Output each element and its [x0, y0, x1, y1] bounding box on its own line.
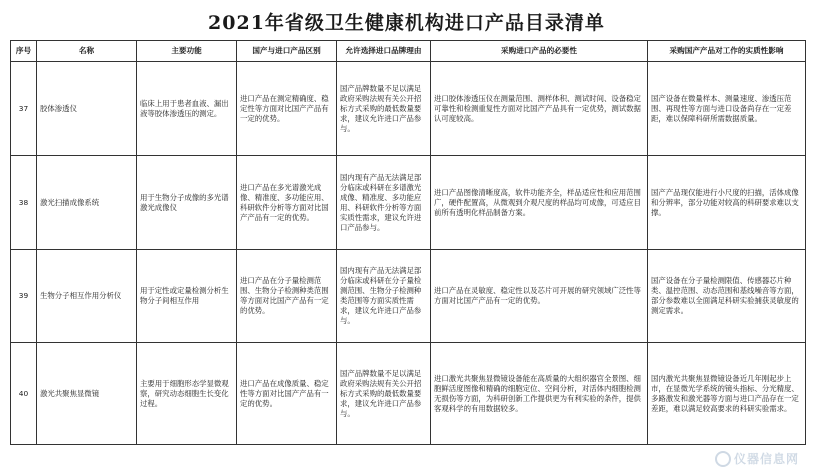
table-row — [11, 62, 806, 156]
header-cell-difference: 国产与进口产品区别 — [237, 41, 337, 62]
header-cell-name: 名称 — [37, 41, 137, 62]
cell-difference: 进口产品在多光谱激光成像、精准度、多功能应用、科研软件分析等方面对比国产产品有一定的优势。 — [237, 156, 337, 250]
cell-necessity: 进口胶体渗透压仪在测量范围、测样体积、测试时间、设备稳定可靠性和检测重复性方面对比国产产品具有一定优势，测试数据认可度较高。 — [431, 62, 648, 156]
cell-impact: 国产设备在微量样本、测量速度、渗透压范围、再现性等方面与进口设备尚存在一定差距，难以保障科研所需数据质量。 — [648, 62, 806, 156]
cell-name: 生物分子相互作用分析仪 — [37, 250, 137, 343]
header-cell-reason: 允许选择进口品牌理由 — [337, 41, 431, 62]
table-header-row — [11, 41, 806, 62]
cell-necessity: 进口产品图像清晰度高，软件功能齐全，样品适应性和应用范围广，硬件配置高，从微观到介观尺度的样品均可成像，可适应目前所有透明化样品制备方案。 — [431, 156, 648, 250]
cell-difference: 进口产品在分子量检测范围、生物分子检测种类范围等方面对比国产产品有一定的优势。 — [237, 250, 337, 343]
header-cell-necessity: 采购进口产品的必要性 — [431, 41, 648, 62]
table-row — [11, 250, 806, 343]
cell-necessity: 进口激光共聚焦显微镜设备能在高质量的大组织器官全景图、细胞鲜活度图像和精确的细胞定位、空间分析，对活体内细胞检测无损伤等方面，为科研创新工作提供更为有利实验的条件，提供客观科学的有用数据较多。 — [431, 343, 648, 445]
cell-function: 用于定性或定量检测分析生物分子间相互作用 — [137, 250, 237, 343]
cell-impact: 国产设备在分子量检测限值、传感器芯片种类、温控范围、动态范围和基线噪音等方面，部分参数难以全面满足科研实验捕获灵敏度的测定需求。 — [648, 250, 806, 343]
cell-reason: 国内现有产品无法满足部分临床或科研在分子量检测范围、生物分子检测种类范围等方面实质性需求，建议允许进口产品参与。 — [337, 250, 431, 343]
cell-difference: 进口产品在成像质量、稳定性等方面对比国产产品有一定的优势。 — [237, 343, 337, 445]
header-cell-function: 主要功能 — [137, 41, 237, 62]
cell-impact: 国产产品现仅能进行小尺度的扫描，活体成像和分辨率，部分功能对较高的科研要求难以支撑。 — [648, 156, 806, 250]
cell-name: 激光扫描成像系统 — [37, 156, 137, 250]
cell-difference: 进口产品在测定精确度、稳定性等方面对比国产产品有一定的优势。 — [237, 62, 337, 156]
watermark-logo — [715, 450, 799, 468]
cell-name: 激光共聚焦显微镜 — [37, 343, 137, 445]
cell-name: 胶体渗透仪 — [37, 62, 137, 156]
cell-impact: 国内激光共聚焦显微镜设备近几年刚起步上市，在显微光学系统的镜头指标、分光精度、多路激发和激光器等方面与进口产品存在一定差距，难以满足较高要求的科研实验需求。 — [648, 343, 806, 445]
cell-number: 37 — [11, 62, 37, 156]
document-title: 2021年省级卫生健康机构进口产品目录清单 — [208, 12, 605, 34]
cell-number: 40 — [11, 343, 37, 445]
cell-number: 38 — [11, 156, 37, 250]
watermark-icon — [715, 451, 731, 467]
cell-function: 主要用于细胞形态学显微观察，研究动态细胞生长变化过程。 — [137, 343, 237, 445]
header-cell-impact: 采购国产产品对工作的实质性影响 — [648, 41, 806, 62]
cell-function: 用于生物分子成像的多光谱激光成像仪 — [137, 156, 237, 250]
cell-reason: 国产品牌数量不足以满足政府采购法规有关公开招标方式采购的最低数量要求，建议允许进口产品参与。 — [337, 62, 431, 156]
cell-function: 临床上用于患者血液、漏出液等胶体渗透压的测定。 — [137, 62, 237, 156]
cell-reason: 国产品牌数量不足以满足政府采购法规有关公开招标方式采购的最低数量要求，建议允许进口产品参与。 — [337, 343, 431, 445]
header-cell-number: 序号 — [11, 41, 37, 62]
product-catalog-table — [10, 40, 806, 445]
cell-necessity: 进口产品在灵敏度、稳定性以及芯片可开展的研究领域广泛性等方面对比国产产品有一定的优势。 — [431, 250, 648, 343]
cell-number: 39 — [11, 250, 37, 343]
watermark-text: 仪器信息网 — [733, 451, 799, 466]
table-row — [11, 156, 806, 250]
table-row — [11, 343, 806, 445]
cell-reason: 国内现有产品无法满足部分临床或科研在多谱激光成像、精准度、多功能应用、科研软件分析等方面实质性需求，建议允许进口产品参与。 — [337, 156, 431, 250]
